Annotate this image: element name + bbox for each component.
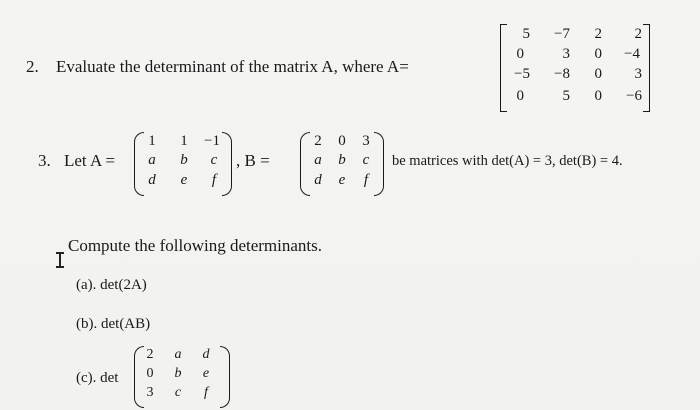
matrix-cell: −6 [626,88,642,104]
matrix-cell: b [338,152,346,168]
matrix-cell: 2 [594,26,602,42]
compute-instruction: Compute the following determinants. [68,236,323,255]
matrix-cell: 2 [634,26,642,42]
matrix-cell: 3 [362,133,370,149]
matrix-cell: 5 [562,88,570,104]
matrix-cell: 0 [594,88,602,104]
matrix-c-3x3 [134,346,230,406]
matrix-cell: e [180,172,188,188]
matrix-cell: a [314,152,322,168]
matrix-cell: 1 [180,133,188,149]
matrix-cell: −5 [514,66,530,82]
right-bracket [643,24,650,112]
matrix-cell: −7 [554,26,570,42]
matrix-cell: f [204,385,208,400]
matrix-cell: 0 [146,366,154,381]
matrix-cell: 0 [594,66,602,82]
right-paren [222,132,232,196]
part-c-label: (c). det [76,370,119,386]
left-paren [134,132,144,196]
matrix-cell: −1 [204,133,220,149]
matrix-cell: 0 [338,133,346,149]
matrix-cell: 2 [146,347,154,362]
matrix-cell: 0 [516,46,524,62]
matrix-cell: d [314,172,322,188]
matrix-cell: b [180,152,188,168]
matrix-cell: 1 [148,133,156,149]
matrix-cell: c [362,152,370,168]
right-paren [220,346,230,408]
matrix-a-3x3 [134,132,232,194]
matrix-cell: a [148,152,156,168]
matrix-cell: 3 [634,66,642,82]
matrix-cell: c [174,385,182,400]
problem-2-number: 2. [26,57,39,76]
matrix-cell: b [174,366,182,381]
matrix-cell: d [148,172,156,188]
problem-3-number: 3. [38,151,51,170]
matrix-cell: 3 [146,385,154,400]
matrix-cell: c [210,152,218,168]
matrix-cell: f [363,172,369,188]
part-b: (b). det(AB) [76,316,151,332]
matrix-cell: 5 [522,26,530,42]
text-ibeam-cursor-icon [56,252,64,268]
matrix-cell: e [338,172,346,188]
right-paren [374,132,384,196]
part-a: (a). det(2A) [76,277,147,293]
matrix-cell: −8 [554,66,570,82]
matrix-a-4x4 [500,24,650,110]
matrix-cell: 3 [562,46,570,62]
matrix-cell: d [202,347,210,362]
matrix-cell: 0 [594,46,602,62]
left-paren [300,132,310,196]
problem-3-condition-text: be matrices with det(A) = 3, det(B) = 4. [392,153,623,169]
matrix-cell: a [174,347,182,362]
matrix-cell: −4 [624,46,640,62]
matrix-b-3x3 [300,132,384,194]
matrix-cell: 2 [314,133,322,149]
matrix-cell: 0 [516,88,524,104]
matrix-cell: f [211,172,217,188]
matrix-cell: e [202,366,210,381]
problem-2-text: Evaluate the determinant of the matrix A, where A= [56,57,409,76]
comma-b-label: , B = [236,151,270,170]
let-a-label: Let A = [64,151,116,170]
